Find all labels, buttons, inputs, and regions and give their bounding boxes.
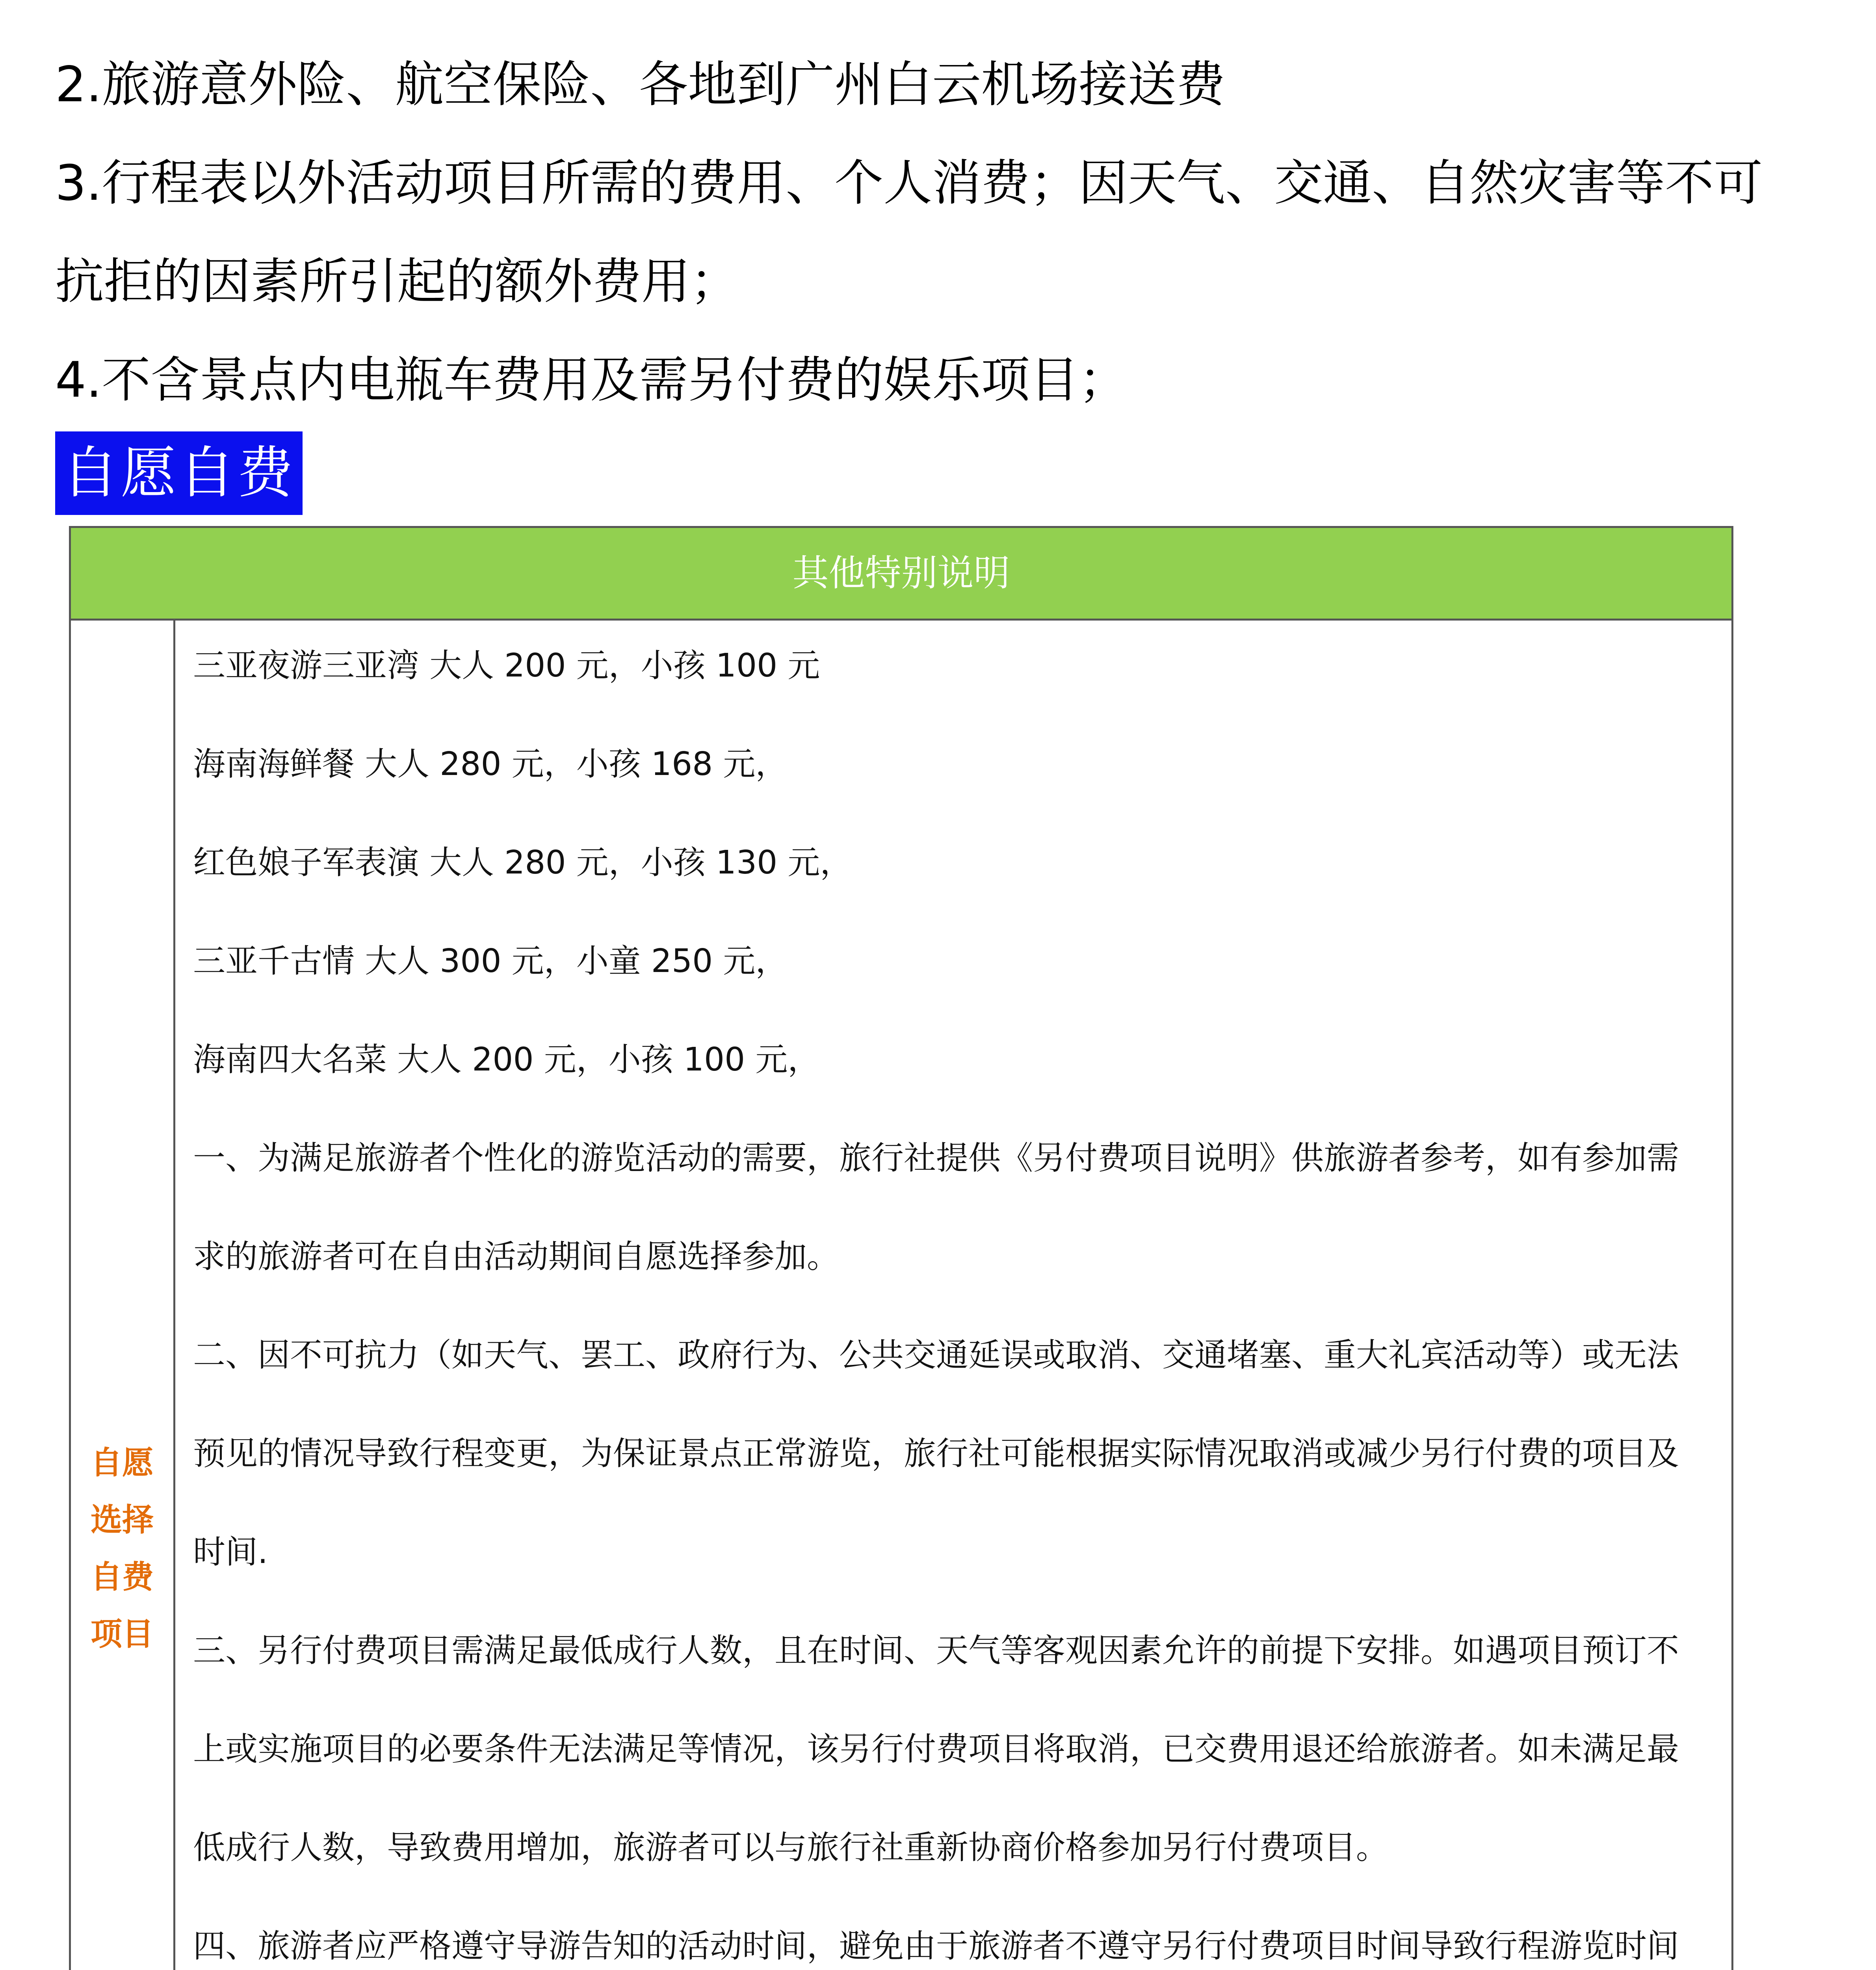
table-line: 预见的情况导致行程变更，为保证景点正常游览，旅行社可能根据实际情况取消或减少另行付费的项目及 <box>193 1435 1679 1472</box>
table-line: 四、旅游者应严格遵守导游告知的活动时间，避免由于旅游者不遵守另行付费项目时间导致行程游览时间 <box>193 1927 1679 1965</box>
special-notes-table <box>69 526 1733 1970</box>
table-line: 低成行人数，导致费用增加，旅游者可以与旅行社重新协商价格参加另行付费项目。 <box>193 1829 1389 1866</box>
table-line: 二、因不可抗力（如天气、罢工、政府行为、公共交通延误或取消、交通堵塞、重大礼宾活动等）或无法 <box>193 1336 1679 1374</box>
intro-line-4: 4.不含景点内电瓶车费用及需另付费的娱乐项目； <box>55 352 1128 409</box>
intro-line-2: 3.行程表以外活动项目所需的费用、个人消费；因天气、交通、自然灾害等不可 <box>55 155 1763 212</box>
table-line: 红色娘子军表演 大人 280 元，小孩 130 元， <box>193 844 853 881</box>
section-badge: 自愿自费 <box>55 431 303 515</box>
table-content <box>175 621 1731 1970</box>
table-header: 其他特别说明 <box>71 528 1731 621</box>
table-left-column <box>71 621 175 1970</box>
table-line: 上或实施项目的必要条件无法满足等情况，该另行付费项目将取消，已交费用退还给旅游者。如未满足最 <box>193 1730 1679 1768</box>
table-line: 三亚千古情 大人 300 元，小童 250 元， <box>193 942 788 980</box>
optional-items-label: 自愿选择自费项目 <box>91 1444 154 1652</box>
intro-line-1: 2.旅游意外险、航空保险、各地到广州白云机场接送费 <box>55 56 1226 113</box>
table-line: 三亚夜游三亚湾 大人 200 元，小孩 100 元 <box>193 647 820 684</box>
table-line: 时间. <box>193 1533 268 1571</box>
table-line: 海南四大名菜 大人 200 元，小孩 100 元， <box>193 1041 820 1078</box>
table-line: 海南海鲜餐 大人 280 元，小孩 168 元， <box>193 745 788 783</box>
table-line: 一、为满足旅游者个性化的游览活动的需要，旅行社提供《另付费项目说明》供旅游者参考，如有参加需 <box>193 1139 1679 1177</box>
table-line: 求的旅游者可在自由活动期间自愿选择参加。 <box>193 1238 840 1275</box>
table-line: 三、另行付费项目需满足最低成行人数，且在时间、天气等客观因素允许的前提下安排。如遇项目预订不 <box>193 1632 1679 1669</box>
intro-line-3: 抗拒的因素所引起的额外费用； <box>55 253 739 310</box>
